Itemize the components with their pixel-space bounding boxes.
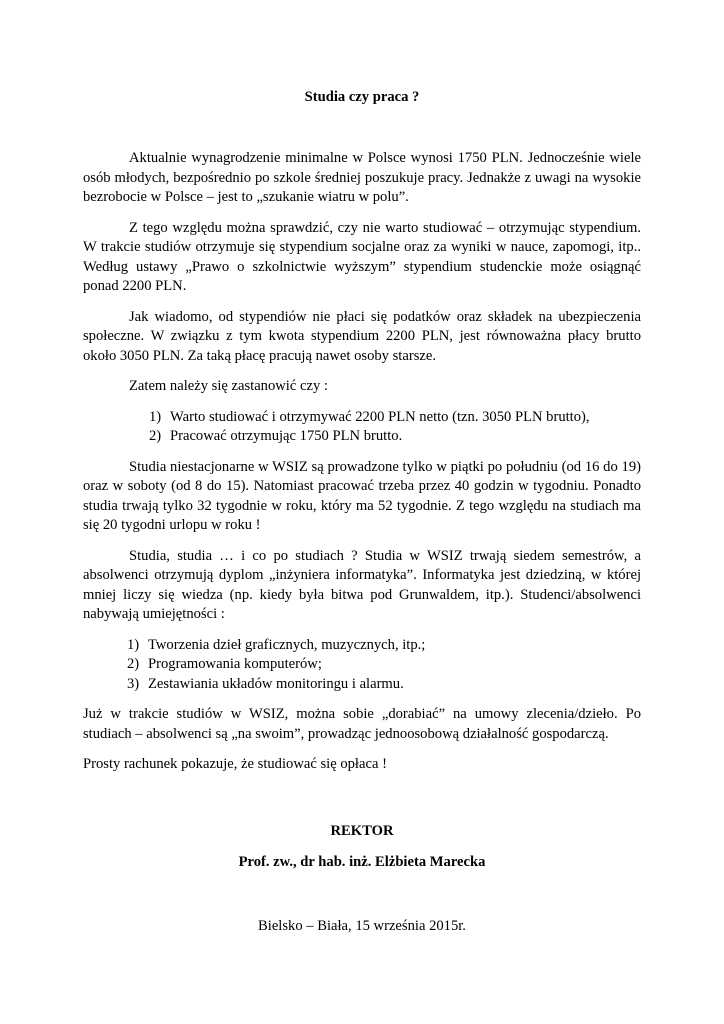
list-item: [149, 427, 641, 447]
list-item: [127, 636, 641, 656]
list-item-number: 1): [149, 408, 162, 425]
skills-list: [83, 636, 641, 695]
document-body: [83, 149, 641, 775]
list-item: [127, 655, 641, 675]
paragraph-3: Jak wiadomo, od stypendiów nie płaci się podatków oraz składek na ubezpieczenia społeczne. W związku z tym kwota stypendium 2200 PLN, jest równoważna płacy brutto około 3050 PLN. Za taką płacę pracują nawet osoby starsze.: [83, 308, 641, 364]
list-item-number: 2): [149, 428, 162, 444]
paragraph-2: Z tego względu można sprawdzić, czy nie warto studiować – otrzymując stypendium. W trakcie studiów otrzymuje się stypendium socjalne oraz za wyniki w nauce, zapomogi, itp.. Według ustawy „Prawo o szkolnictwie wyższym” stypendium studenckie może osiągnąć ponad 2200 PLN.: [83, 219, 641, 294]
document-title: Studia czy praca ?: [304, 89, 420, 105]
place-date: Bielsko – Biała, 15 września 2015r.: [258, 918, 466, 934]
list-item-number: 3): [127, 675, 140, 692]
signature-name: Prof. zw., dr hab. inż. Elżbieta Marecka: [238, 854, 486, 870]
list-item-text: Pracować otrzymując 1750 PLN brutto.: [170, 428, 403, 444]
paragraph-8: Prosty rachunek pokazuje, że studiować się opłaca !: [83, 756, 387, 772]
list-item-number: 1): [127, 636, 140, 653]
paragraph-7: Już w trakcie studiów w WSIZ, można sobie „dorabiać” na umowy zlecenia/dzieło. Po studiach – absolwenci są „na swoim”, prowadząc jednoosobową działalność gospodarczą.: [83, 706, 641, 742]
list-item-text: Programowania komputerów;: [148, 656, 322, 672]
list-item: [149, 408, 641, 428]
signature-role: REKTOR: [330, 823, 394, 839]
paragraph-5: Studia niestacjonarne w WSIZ są prowadzone tylko w piątki po południu (od 16 do 19) oraz w soboty (od 8 do 15). Natomiast pracować trzeba przez 40 godzin w tygodniu. Ponadto studia trwają tylko 32 tygodnie w roku, który ma 52 tygodnie. Z tego względu na studiach ma się 20 tygodni urlopu w roku !: [83, 458, 641, 533]
list-item-text: Tworzenia dzieł graficznych, muzycznych, itp.;: [148, 636, 426, 653]
paragraph-1: Aktualnie wynagrodzenie minimalne w Polsce wynosi 1750 PLN. Jednocześnie wiele osób młodych, bezpośrednio po szkole średniej poszukuje pracy. Jednakże z uwagi na wysokie bezrobocie w Polsce – jest to „szukanie wiatru w polu”.: [83, 150, 641, 205]
list-item-text: Zestawiania układów monitoringu i alarmu.: [148, 675, 404, 692]
list-item-number: 2): [127, 656, 140, 672]
paragraph-6: Studia, studia … i co po studiach ? Studia w WSIZ trwają siedem semestrów, a absolwenci otrzymują dyplom „inżyniera informatyka”. Informatyka jest dziedziną, w której mniej liczy się wiedza (np. kiedy była bitwa pod Grunwaldem, itp.). Studenci/absolwenci nabywają umiejętności :: [83, 547, 641, 622]
paragraph-4: Zatem należy się zastanowić czy :: [129, 378, 328, 394]
list-item: [127, 675, 641, 695]
options-list: [83, 408, 641, 447]
list-item-text: Warto studiować i otrzymywać 2200 PLN netto (tzn. 3050 PLN brutto),: [170, 408, 590, 425]
